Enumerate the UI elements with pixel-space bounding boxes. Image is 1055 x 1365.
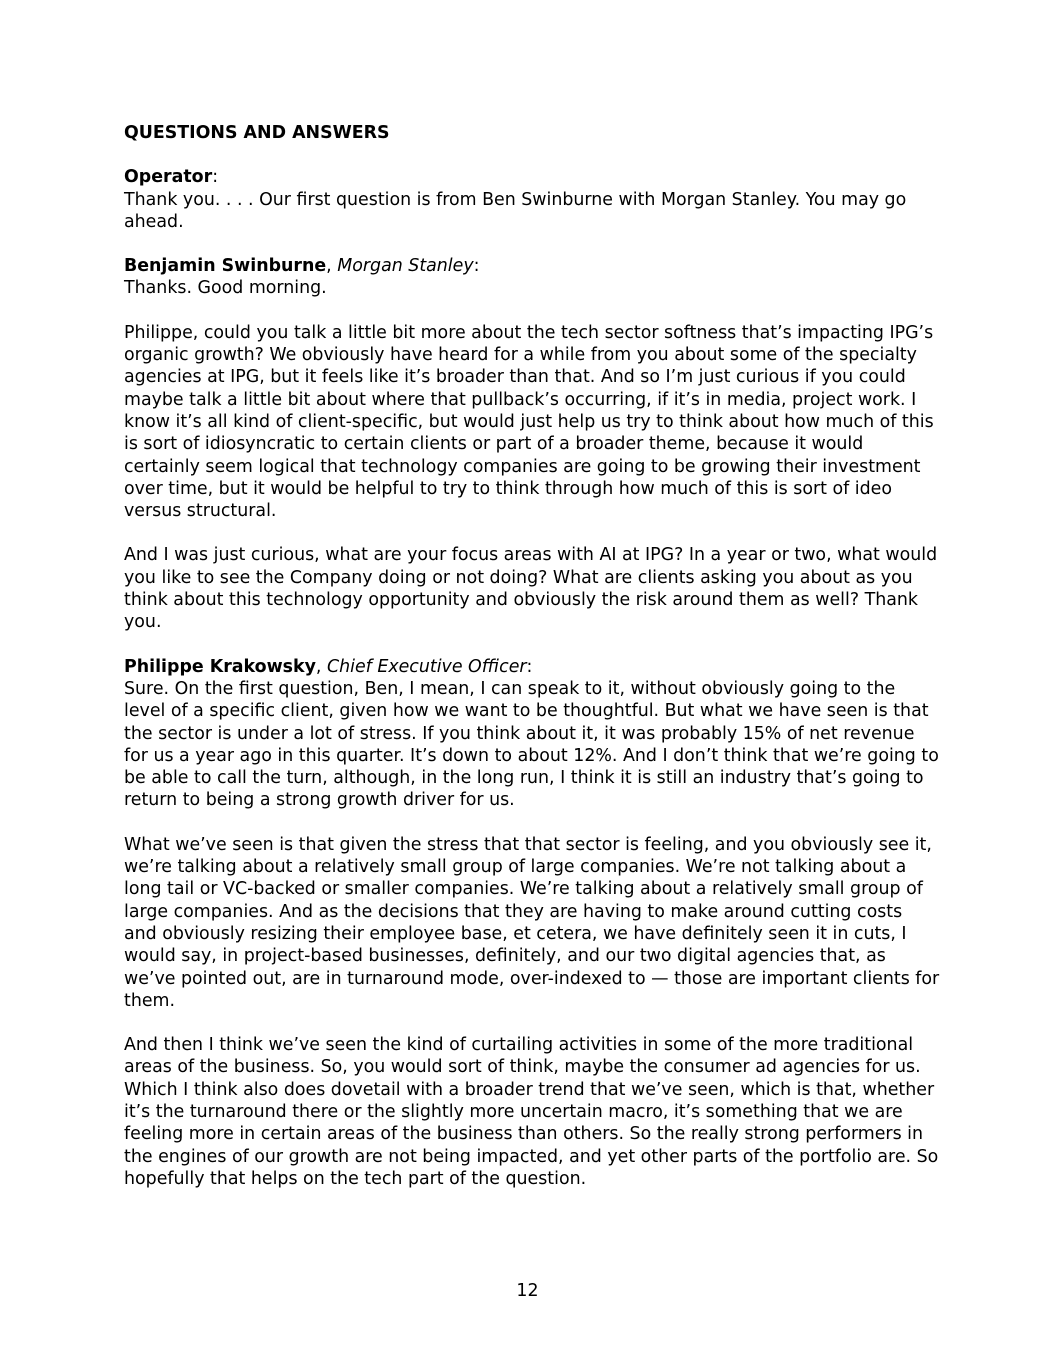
speaker-name: Operator bbox=[124, 167, 213, 188]
paragraph: Thanks. Good morning. bbox=[124, 278, 327, 299]
page-number: 12 bbox=[516, 1281, 539, 1301]
speaker-line: Benjamin Swinburne, Morgan Stanley: bbox=[124, 256, 480, 277]
speaker-name: Benjamin Swinburne bbox=[124, 256, 327, 277]
qa-entry-philippe-krakowsky bbox=[124, 656, 940, 1191]
speaker-line: Philippe Krakowsky, Chief Executive Officer: bbox=[124, 656, 533, 677]
speaker-role: Chief Executive Officer bbox=[326, 656, 527, 677]
paragraph: And I was just curious, what are your focus areas with AI at IPG? In a year or two, what would you like to see the Company doing or not doing? What are clients asking you about as you think about this technology opportunity and obviously the risk around them as well? Thank you. bbox=[124, 545, 938, 633]
document-page bbox=[124, 122, 940, 1212]
qa-entry-operator bbox=[124, 166, 940, 233]
section-title: QUESTIONS AND ANSWERS bbox=[124, 123, 390, 143]
paragraph: Philippe, could you talk a little bit more about the tech sector softness that’s impacting IPG’s organic growth? We obviously have heard for a while from you about some of the specialty agencies at IPG, but it feels like it’s broader than that. And so I’m just curious if you could maybe talk a little bit about where that pullback’s occurring, if it’s in media, project work. I know it’s all kind of client-specific, but would just help us try to think about how much of this is sort of idiosyncratic to certain clients or part of a broader theme, because it would certainly seem logical that technology companies are going to be growing their investment over time, but it would be helpful to try to think through how much of this is sort of ideo versus structural. bbox=[124, 322, 934, 522]
paragraph: What we’ve seen is that given the stress that that sector is feeling, and you obviously see it, we’re talking about a relatively small group of large companies. We’re not talking about a long tail or VC-backed or smaller companies. We’re talking about a relatively small group of large companies. And as the decisions that they are having to make around cutting costs and obviously resizing their employee base, et cetera, we have definitely seen it in cuts, I would say, in project-based businesses, definitely, and our two digital agencies that, as we’ve pointed out, are in turnaround mode, over-indexed to — those are important clients for them. bbox=[124, 834, 940, 1011]
speaker-role: Morgan Stanley bbox=[337, 256, 474, 277]
paragraph: And then I think we’ve seen the kind of curtailing activities in some of the more traditional areas of the business. So, you would sort of think, maybe the consumer ad agencies for us. Which I think also does dovetail with a broader trend that we’ve seen, which is that, whether it’s the turnaround there or the slightly more uncertain macro, it’s something that we are feeling more in certain areas of the business than others. So the really strong performers in the engines of our growth are not being impacted, and yet other parts of the portfolio are. So hopefully that helps on the tech part of the question. bbox=[124, 1035, 939, 1189]
paragraph: Thank you. . . . Our first question is from Ben Swinburne with Morgan Stanley. You may go ahead. bbox=[124, 189, 907, 232]
qa-entry-benjamin-swinburne bbox=[124, 255, 940, 633]
speaker-name: Philippe Krakowsky bbox=[124, 656, 316, 677]
paragraph: Sure. On the first question, Ben, I mean, I can speak to it, without obviously going to the level of a specific client, given how we want to be thoughtful. But what we have seen is that the sector is under a lot of stress. If you think about it, it was probably 15% of net revenue for us a year ago in this quarter. It’s down to about 12%. And I don’t think that we’re going to be able to call the turn, although, in the long run, I think it is still an industry that’s going to return to being a strong growth driver for us. bbox=[124, 678, 939, 811]
speaker-line: Operator: bbox=[124, 167, 219, 188]
